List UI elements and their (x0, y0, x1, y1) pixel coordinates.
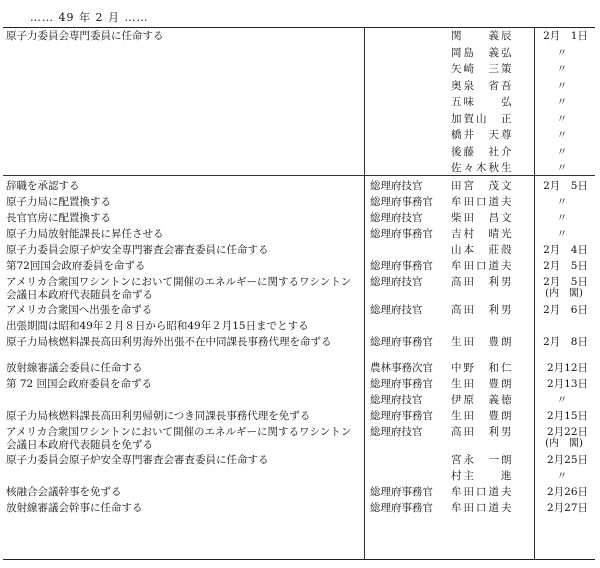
person-name: 矢崎 三策 (451, 63, 514, 75)
appointment-date: 2月27日 (546, 502, 588, 514)
official-post: 総理府事務官 (370, 260, 433, 272)
person-name: 生田 豊朗 (451, 336, 514, 348)
person-name: 加賀山 正 (451, 112, 514, 125)
date-note: (内 閣) (545, 438, 583, 449)
person-name: 宮永 一朗 (451, 454, 514, 466)
appointment-date: 2月 6日 (543, 304, 588, 316)
appointment-date: 2月12日 (546, 362, 588, 374)
appointment-date: 2月 4日 (543, 244, 588, 256)
person-name: 佐々木秋生 (451, 162, 514, 174)
appointment-date: 〃 (556, 212, 568, 224)
appointment-matter: 長官官房に配置換する (6, 212, 111, 224)
person-name: 牟田口道夫 (451, 196, 514, 208)
appointment-date: 2月13日 (546, 378, 588, 390)
appointment-date: 〃 (556, 162, 568, 174)
appointment-date: 〃 (556, 96, 568, 108)
official-post: 総理府事務官 (370, 336, 433, 348)
person-name: 高田 利男 (451, 426, 514, 438)
appointment-matter: 原子力局に配置換する (6, 196, 111, 208)
appointment-date: 〃 (556, 63, 568, 75)
appointment-date: 〃 (556, 470, 568, 482)
official-post: 総理府技官 (370, 276, 423, 288)
person-name: 伊原 義徳 (451, 394, 514, 406)
official-post: 農林事務次官 (370, 362, 433, 374)
appointment-date: 2月25日 (546, 454, 588, 466)
appointment-date: 2月 1日 (543, 30, 588, 42)
person-name: 高田 利男 (451, 304, 514, 316)
appointment-matter: 放射線審議会幹事に任命する (6, 502, 143, 514)
appointment-date: 〃 (556, 79, 568, 92)
appointment-matter: 辞職を承認する (6, 180, 80, 192)
official-post: 総理府事務官 (370, 196, 433, 208)
person-name: 中野 和仁 (451, 362, 514, 374)
official-post: 総理府事務官 (370, 228, 433, 240)
appointment-matter: 原子力局核燃料課長高田利男帰朝につき同課長事務代理を免ずる (6, 410, 311, 422)
appointment-matter: 原子力局核燃料課長高田利男海外出張不在中同課長事務代理を命ずる (6, 336, 332, 348)
appointment-matter: 第 72 回国会政府委員を命ずる (6, 378, 153, 390)
person-name: 田宮 茂文 (451, 180, 514, 192)
appointment-date: 2月15日 (546, 410, 588, 422)
person-name: 奥泉 省吾 (451, 79, 514, 92)
appointment-date: 2月 5日 (543, 180, 588, 192)
appointment-date: 2月 8日 (543, 336, 588, 348)
person-name: 生田 豊朗 (451, 378, 514, 390)
appointment-matter: アメリカ合衆国ワシントンにおいて開催のエネルギーに関するワシントン会議日本政府代表随員を免ずる (6, 426, 352, 451)
appointment-date: 2月22日 (546, 426, 588, 438)
appointment-matter: 原子力委員会原子炉安全専門審査会審査委員に任命する (6, 244, 269, 256)
official-post: 総理府技官 (370, 212, 423, 224)
appointment-matter: アメリカ合衆国へ出張を命ずる (6, 304, 153, 316)
appointment-date: 〃 (556, 129, 568, 141)
appointment-matter: 放射線審議会委員に任命する (6, 362, 143, 374)
person-name: 高田 利男 (451, 276, 514, 288)
official-post: 総理府技官 (370, 180, 423, 192)
person-name: 牟田口道夫 (451, 502, 514, 514)
person-name: 牟田口道夫 (451, 260, 514, 272)
official-post: 総理府技官 (370, 426, 423, 438)
person-name: 吉村 晴光 (451, 228, 514, 240)
person-name: 生田 豊朗 (451, 410, 514, 422)
period-header: …… 49 年 2 月 …… (30, 11, 149, 24)
appointment-matter: 原子力局放射能課長に昇任させる (6, 228, 164, 240)
person-name: 山本 莊殻 (451, 244, 514, 256)
appointment-matter: 出張期間は昭和49年２月８日から昭和49年２月15日までとする (6, 320, 309, 332)
official-post: 総理府事務官 (370, 486, 433, 498)
date-note: (内 閣) (545, 288, 583, 299)
appointment-matter: 原子力委員会原子炉安全専門審査会審査委員に任命する (6, 454, 269, 466)
appointment-date: 〃 (556, 46, 568, 59)
person-name: 柴田 昌文 (451, 212, 514, 224)
official-post: 総理府事務官 (370, 410, 433, 422)
person-name: 牟田口道夫 (451, 486, 514, 498)
appointment-date: 〃 (556, 394, 568, 406)
appointment-date: 2月26日 (546, 486, 588, 498)
row-divider (3, 175, 595, 176)
person-name: 関 義辰 (451, 30, 514, 42)
person-name: 五味 弘 (451, 96, 514, 108)
column-divider (364, 28, 365, 559)
column-divider (534, 28, 535, 559)
appointment-date: 2月 5日 (543, 276, 588, 288)
official-post: 総理府技官 (370, 304, 423, 316)
official-post: 総理府事務官 (370, 378, 433, 390)
personnel-table (3, 27, 595, 560)
appointment-date: 2月 5日 (543, 260, 588, 272)
person-name: 橋井 天尊 (451, 129, 514, 141)
official-post: 総理府事務官 (370, 502, 433, 514)
appointment-matter: 第72回国会政府委員を命ずる (6, 260, 146, 272)
appointment-date: 〃 (556, 196, 568, 208)
appointment-date: 〃 (556, 228, 568, 240)
person-name: 後藤 社介 (451, 145, 514, 158)
appointment-matter: 原子力委員会専門委員に任命する (6, 30, 164, 42)
person-name: 村主 進 (451, 470, 514, 482)
appointment-date: 〃 (556, 112, 568, 125)
appointment-matter: 核融合会議幹事を免ずる (6, 486, 122, 498)
official-post: 総理府技官 (370, 394, 423, 406)
person-name: 岡島 義弘 (451, 46, 514, 59)
appointment-date: 〃 (556, 145, 568, 158)
appointment-matter: アメリカ合衆国ワシントンにおいて開催のエネルギーに関するワシントン会議日本政府代表随員を命ずる (6, 276, 352, 301)
